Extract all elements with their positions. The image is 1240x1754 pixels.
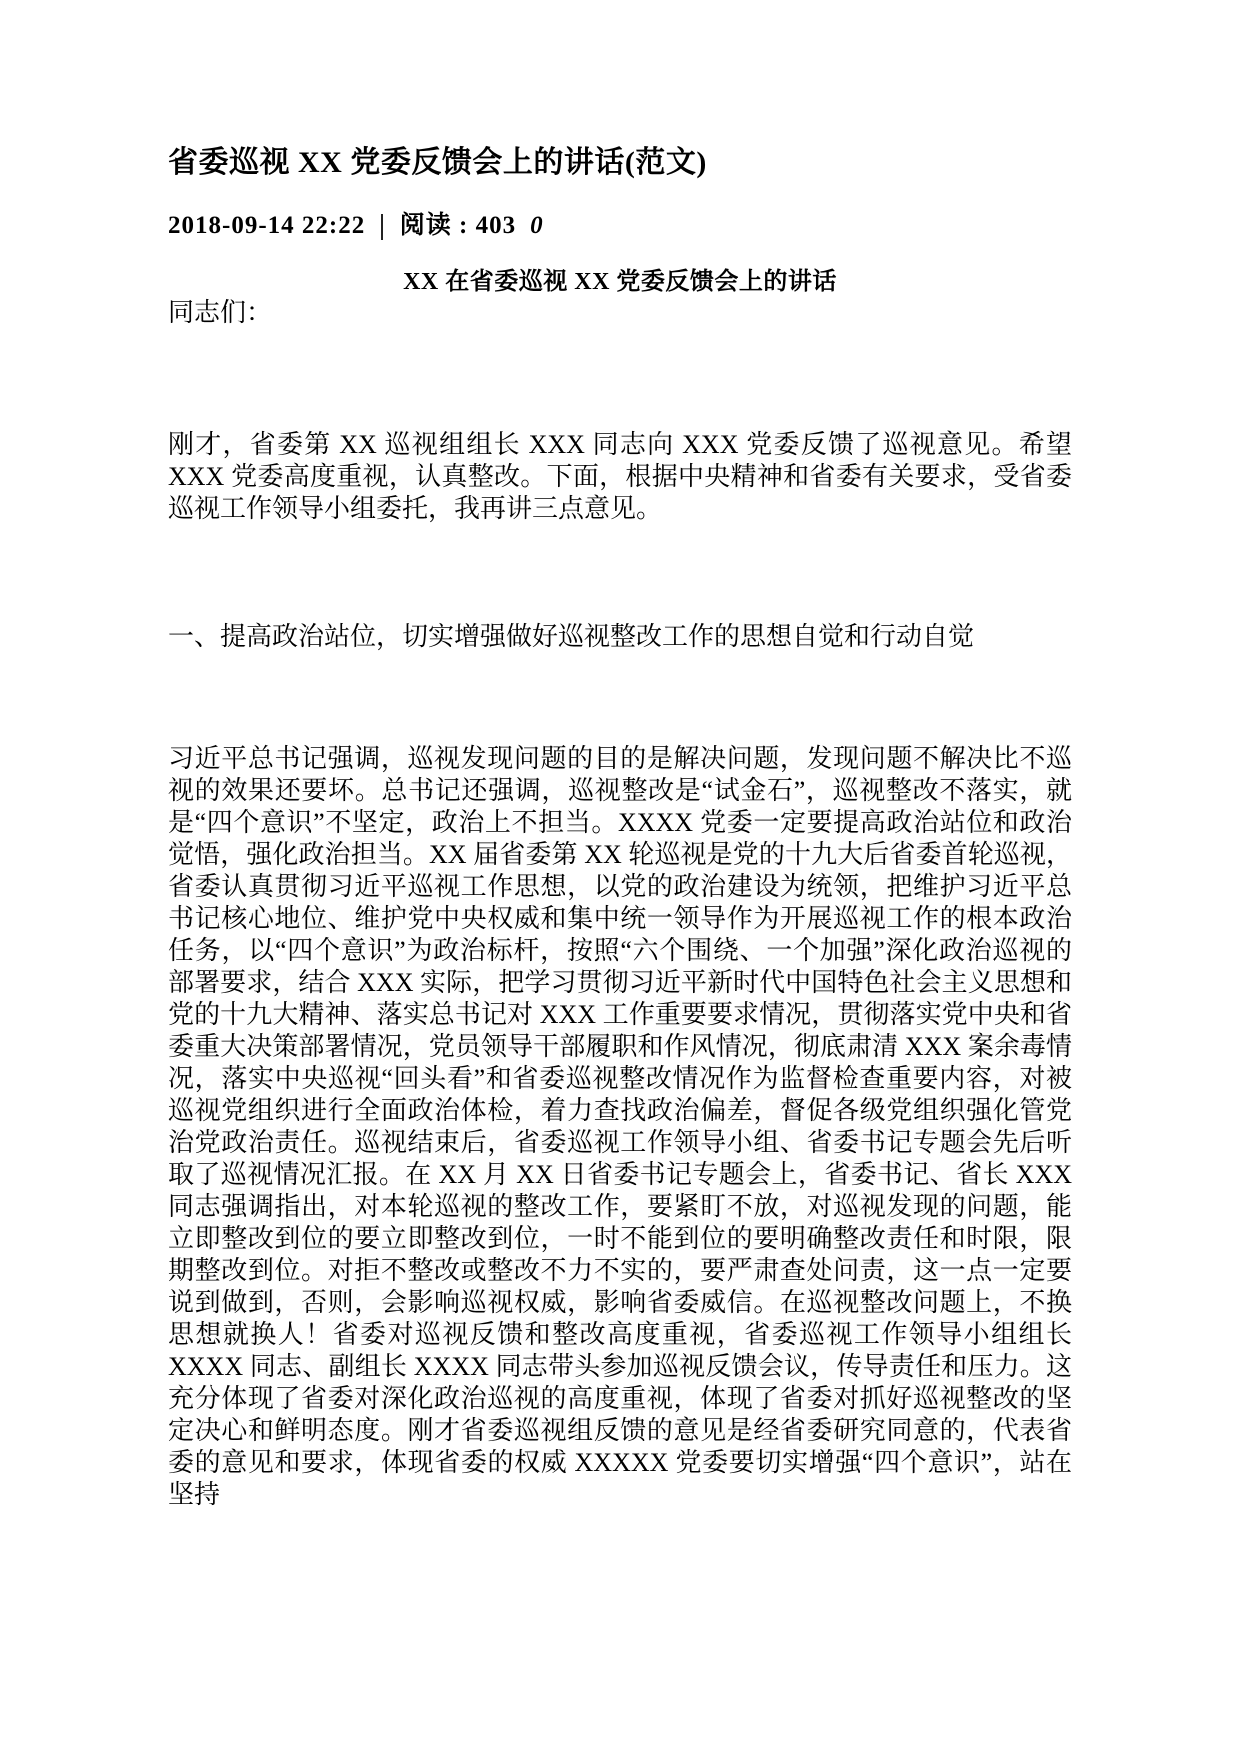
document-title: 省委巡视 XX 党委反馈会上的讲话(范文)	[168, 146, 707, 179]
read-count-label: 阅读 : 403	[399, 212, 517, 239]
comment-count: 0	[530, 212, 544, 239]
section1-heading: 一、提高政治站位，切实增强做好巡视整改工作的思想自觉和行动自觉	[168, 622, 975, 651]
intro-paragraph: 刚才，省委第 XX 巡视组组长 XXX 同志向 XXX 党委反馈了巡视意见。希望 XXX 党委高度重视，认真整改。下面，根据中央精神和省委有关要求，受省委巡视工作领导小组委托，我再讲三点意见。	[168, 430, 1072, 523]
section1-body-paragraph: 习近平总书记强调，巡视发现问题的目的是解决问题，发现问题不解决比不巡视的效果还要坏。总书记还强调，巡视整改是“试金石”，巡视整改不落实，就是“四个意识”不坚定，政治上不担当。XXXX 党委一定要提高政治站位和政治觉悟，强化政治担当。XX 届省委第 XX 轮巡视是党的十九大后省委首轮巡视，省委认真贯彻习近平巡视工作思想，以党的政治建设为统领，把维护习近平总书记核心地位、维护党中央权威和集中统一领导作为开展巡视工作的根本政治任务，以“四个意识”为政治标杆，按照“六个围绕、一个加强”深化政治巡视的部署要求，结合 XXX 实际，把学习贯彻习近平新时代中国特色社会主义思想和党的十九大精神、落实总书记对 XXX 工作重要要求情况，贯彻落实党中央和省委重大决策部署情况，党员领导干部履职和作风情况，彻底肃清 XXX 案余毒情况，落实中央巡视“回头看”和省委巡视整改情况作为监督检查重要内容，对被巡视党组织进行全面政治体检，着力查找政治偏差，督促各级党组织强化管党治党政治责任。巡视结束后，省委巡视工作领导小组、省委书记专题会先后听取了巡视情况汇报。在 XX 月 XX 日省委书记专题会上，省委书记、省长 XXX 同志强调指出，对本轮巡视的整改工作，要紧盯不放，对巡视发现的问题，能立即整改到位的要立即整改到位，一时不能到位的要明确整改责任和时限，限期整改到位。对拒不整改或整改不力不实的，要严肃查处问责，这一点一定要说到做到，否则，会影响巡视权威，影响省委威信。在巡视整改问题上，不换思想就换人！省委对巡视反馈和整改高度重视，省委巡视工作领导小组组长 XXXX 同志、副组长 XXXX 同志带头参加巡视反馈会议，传导责任和压力。这充分体现了省委对深化政治巡视的高度重视，体现了省委对抓好巡视整改的坚定决心和鲜明态度。刚才省委巡视组反馈的意见是经省委研究同意的，代表省委的意见和要求，体现省委的权威 XXXXX 党委要切实增强“四个意识”，站在坚持	[168, 744, 1072, 1509]
publish-datetime: 2018-09-14 22:22	[168, 212, 366, 239]
meta-line	[168, 211, 1072, 241]
salutation: 同志们：	[168, 298, 273, 327]
article-heading: XX 在省委巡视 XX 党委反馈会上的讲话	[403, 269, 837, 295]
meta-separator: |	[379, 209, 386, 241]
